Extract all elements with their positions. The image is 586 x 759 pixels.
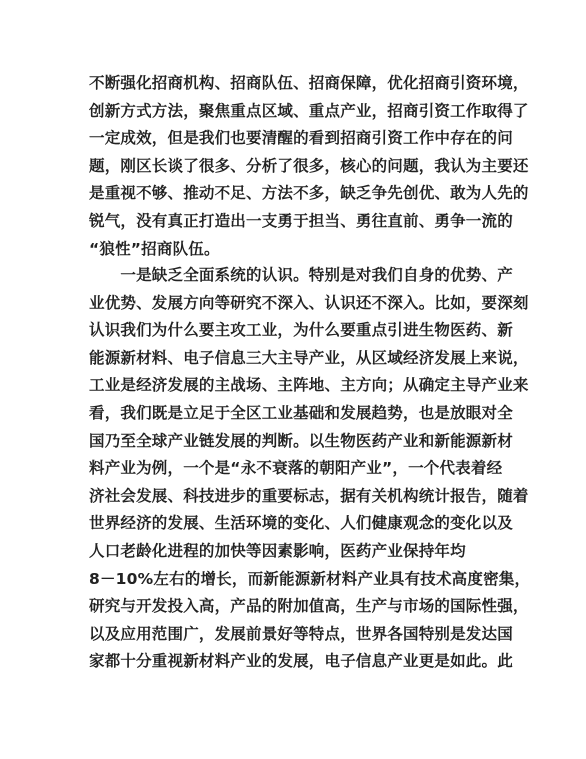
text-line: 世界经济的发展、生活环境的变化、人们健康观念的变化以及	[89, 514, 513, 533]
text-line: 济社会发展、科技进步的重要标志，据有关机构统计报告，随着	[89, 486, 529, 505]
text-line: 家都十分重视新材料产业的发展，电子信息产业更是如此。此	[89, 652, 513, 671]
paragraph-2	[89, 262, 531, 676]
text-line: 人口老龄化进程的加快等因素影响，医药产业保持年均	[89, 541, 466, 560]
text-line: 一定成效，但是我们也要清醒的看到招商引资工作中存在的问	[89, 129, 513, 148]
text-line: 能源新材料、电子信息三大主导产业，从区域经济发展上来说，	[89, 348, 529, 367]
text-line: 锐气，没有真正打造出一支勇于担当、勇往直前、勇争一流的	[89, 211, 513, 230]
text-line: 一是缺乏全面系统的认识。特别是对我们自身的优势、产	[89, 266, 513, 284]
text-line: 8－10%左右的增长，而新能源新材料产业具有技术高度密集，	[89, 569, 531, 588]
text-line: 认识我们为什么要主攻工业，为什么要重点引进生物医药、新	[89, 321, 513, 340]
text-line: 看，我们既是立足于全区工业基础和发展趋势，也是放眼对全	[89, 403, 513, 422]
text-line: 创新方式方法，聚焦重点区域、重点产业，招商引资工作取得了	[89, 101, 529, 120]
text-line: 是重视不够、推动不足、方法不多，缺乏争先创优、敢为人先的	[89, 184, 529, 203]
text-line: 以及应用范围广，发展前景好等特点，世界各国特别是发达国	[89, 624, 513, 643]
text-line: 研究与开发投入高，产品的附加值高，生产与市场的国际性强，	[89, 597, 529, 616]
text-line: 业优势、发展方向等研究不深入、认识还不深入。比如，要深刻	[89, 293, 529, 312]
text-line: “狼性”招商队伍。	[89, 239, 220, 258]
text-line: 不断强化招商机构、招商队伍、招商保障，优化招商引资环境，	[89, 74, 529, 92]
text-line: 题，刚区长谈了很多、分析了很多，核心的问题，我认为主要还	[89, 156, 529, 175]
text-line: 工业是经济发展的主战场、主阵地、主方向；从确定主导产业来	[89, 376, 529, 395]
text-line: 国乃至全球产业链发展的判断。以生物医药产业和新能源新材	[89, 431, 513, 450]
text-line: 料产业为例，一个是“永不衰落的朝阳产业”，一个代表着经	[89, 459, 503, 478]
paragraph-1	[89, 70, 529, 263]
